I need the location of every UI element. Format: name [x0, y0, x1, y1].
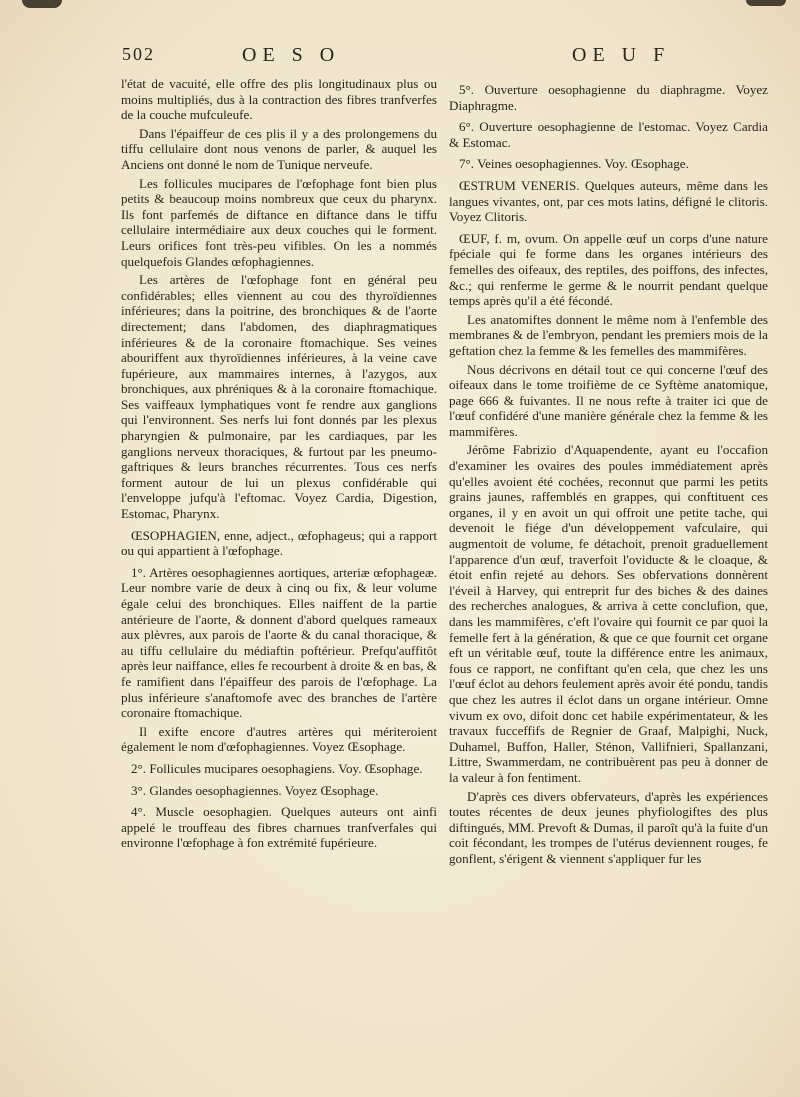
- dictionary-entry: 6°. Ouverture oesophagienne de l'estomac. Voyez Cardia & Estomac.: [449, 119, 768, 150]
- paragraph: Il exifte encore d'autres artères qui mériteroient également le nom d'œfophagiennes. Voyez Œsophage.: [121, 723, 437, 755]
- paragraph: l'état de vacuité, elle offre des plis longitudinaux plus ou moins multipliés, dus à la contraction des fibres tranfverfes de la couche mufculeufe.: [121, 76, 437, 123]
- paragraph: Dans l'épaiffeur de ces plis il y a des prolongemens du tiffu cellulaire dont nous venons de parler, & auquel les Anciens ont donné le nom de Tunique nerveufe.: [121, 125, 437, 172]
- dictionary-entry: ŒSTRUM VENERIS. Quelques auteurs, même dans les langues vivantes, ont, par ces mots latins, défigné le clitoris. Voyez Clitoris.: [449, 177, 768, 225]
- paragraph: Les artères de l'œfophage font en général peu confidérables; elles viennent au cou des thyroïdiennes inférieures; dans la poitrine, des bronchiques & de l'aorte directement; dans l'abdomen, des diaphragmatiques inférieures & de la coronaire ftomachique. Ses veines abouriffent aux thyroïdiennes inférieures, à la veine cave fupérieure, aux mammaires internes, à l'azygos, aux bronchiques, aux phréniques & à la coronaire ftomachique. Ses vaiffeaux lymphatiques vont fe rendre aux ganglions qui l'environnent. Ses nerfs lui font donnés par les plexus pharyngien & pulmonaire, par les cardiaques, par les ganglions nerveux thoraciques, & furtout par les pneumo-gaftriques & leurs branches récurrentes. Tous ces nerfs forment autour de lui un plexus confidérable qui l'enveloppe jufqu'à l'eftomac. Voyez Cardia, Digestion, Estomac, Pharynx.: [121, 272, 437, 522]
- paragraph: Jérôme Fabrizio d'Aquapendente, ayant eu l'occafion d'examiner les ovaires des poules immédiatement après qu'elles avoient été cochées, reconnut que parmi les petits grains jaunes, raffemblés en grappes, qui conftituent ces organes, il y en avoit un qui offroit une petite tache, qui devenoit le fiége d'un développement vafculaire, qui augmentoit de volume, fe détachoit, prenoit graduellement l'apparence d'un œuf, traverfoit l'oviducte & le cloaque, & étoit enfin rejeté au dehors. Ses obfervations donnèrent l'éveil à Harvey, qui entreprit fur des biches & des daines des recherches analogues, & arriva à cette conclufion, que, dans les mammifères, c'eft l'ovaire qui fournit ce par quoi la femelle fert à la génération, & que ce que fournit cet organe eft un véritable œuf, toute la différence entre les animaux, fous ce rapport, ne confiftant qu'en cela, que chez les uns l'œuf éclot au dehors feulement après avoir été pondu, tandis que chez les autres il éclot dans un organe intérieur. Omne vivum ex ovo, difoit donc cet habile expérimentateur, & les travaux fucceffifs de Regnier de Graaf, Malpighi, Nuck, Duhamel, Buffon, Haller, Sténon, Vallifnieri, Spallanzani, Littre, Swammerdam, ne contribuèrent pas peu à donner de la valeur à fon fentiment.: [449, 442, 768, 785]
- paragraph: Les anatomiftes donnent le même nom à l'enfemble des membranes & de l'embryon, pendant les premiers mois de la geftation chez la femme & les femelles des mammifères.: [449, 311, 768, 358]
- dictionary-entry: 2°. Follicules mucipares oesophagiens. Voy. Œsophage.: [131, 760, 423, 776]
- left-column: [121, 76, 437, 854]
- dictionary-entry: 5°. Ouverture oesophagienne du diaphragme. Voyez Diaphragme.: [449, 82, 768, 113]
- dictionary-entry: ŒSOPHAGIEN, enne, adject., œfophageus; qui a rapport ou qui appartient à l'œfophage.: [121, 527, 437, 559]
- paragraph: D'après ces divers obfervateurs, d'après les expériences toutes récentes de deux jeunes phyfiologiftes des plus diftingués, MM. Prevoft & Dumas, il paroît qu'à la fuite d'un coit fécondant, les trompes de l'utérus deviennent rouges, fe gonflent, s'érigent & viennent s'appliquer fur les: [449, 788, 768, 866]
- paragraph: Les follicules mucipares de l'œfophage font bien plus petits & beaucoup moins nombreux que ceux du pharynx. Ils font parfemés de diftance en diftance dans le tiffu cellulaire intermédiaire aux deux couches qui le forment. Leurs orifices font très-peu vifibles. On les a nommés quelquefois Glandes œfophagiennes.: [121, 175, 437, 269]
- dictionary-entry: ŒUF, f. m, ovum. On appelle œuf un corps d'une nature fpéciale qui fe forme dans les organes intérieurs des femelles des oifeaux, des reptiles, des poiffons, des infectes, &c.; qui renferme le germe & le nourrit pendant quelque temps après qu'il a été fécondé.: [449, 230, 768, 309]
- dictionary-entry: 3°. Glandes oesophagiennes. Voyez Œsophage.: [131, 782, 379, 798]
- running-head-left: OE S O: [242, 44, 341, 66]
- dictionary-entry: 4°. Muscle oesophagien. Quelques auteurs ont ainfi appelé le trouffeau des fibres charnues tranfverfales qui environne l'œfophage à fon extrémité fupérieure.: [121, 804, 437, 851]
- ink-blot: [22, 0, 62, 8]
- dictionary-entry: 7°. Veines oesophagiennes. Voy. Œsophage.: [459, 156, 689, 172]
- running-head-right: OE U F: [572, 44, 671, 66]
- right-column: [449, 76, 768, 870]
- page-header: [122, 44, 752, 70]
- page-number: 502: [122, 44, 155, 64]
- dictionary-entry: 1°. Artères oesophagiennes aortiques, arteriæ œfophageæ. Leur nombre varie de deux à cinq ou fix, & leur volume égale celui des bronchiques. Elles naiffent de la partie antérieure de l'aorte, & donnent d'abord quelques rameaux aux plèvres, aux parois de l'aorte & du canal thoracique, & au tiffu cellulaire du médiaftin poftérieur. Prefqu'auffitôt après leur naiffance, elles fe recourbent à droite & en bas, & fe ramifient dans l'épaiffeur des parois de l'œfophage. La plus inférieure s'anaftomofe avec des branches de l'artère coronaire ftomachique.: [121, 564, 437, 721]
- paragraph: Nous décrivons en détail tout ce qui concerne l'œuf des oifeaux dans le tome troifième de ce Syftème anatomique, page 666 & fuivantes. Il ne nous refte à traiter ici que de l'œuf confidéré d'une manière générale chez la femme & les mammifères.: [449, 361, 768, 439]
- ink-blot: [746, 0, 786, 6]
